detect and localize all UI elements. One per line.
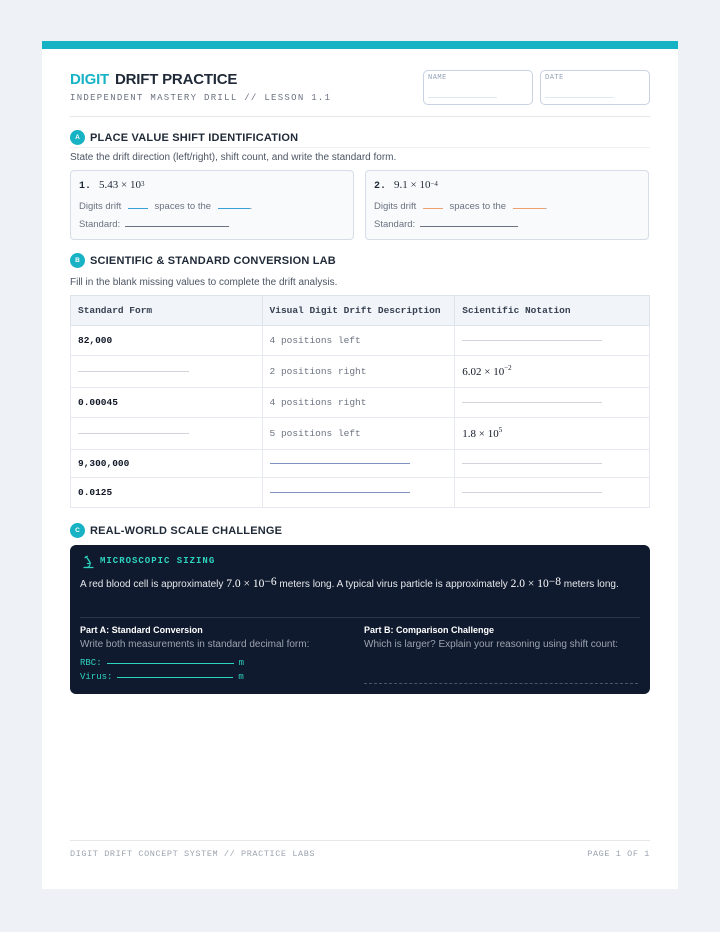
sci-blank-cell[interactable] [455,478,650,508]
standard-cell: 0.00045 [71,388,263,418]
rbc-answer-line[interactable] [80,658,244,668]
standard-label: Standard: [374,219,416,230]
conversion-table [70,295,650,508]
problem-1-standard-line [79,218,229,230]
name-line [428,97,497,98]
sci-blank-cell[interactable] [455,450,650,478]
problem-1-number: 1. [79,181,92,192]
worksheet-page [42,41,678,889]
drift-end: . [249,201,253,212]
microscope-icon [81,555,95,569]
section-c-heading [70,523,282,538]
accent-bar [42,41,678,49]
header-divider [70,116,650,117]
problem-2-expression [374,179,438,192]
problem-1-expression [79,179,144,192]
title-accent: DIGIT [70,71,109,88]
answer-line[interactable] [462,402,602,403]
standard-cell: 82,000 [71,326,263,356]
section-a-heading [70,130,298,145]
name-label: NAME [428,74,447,82]
answer-line[interactable] [270,463,410,464]
page-title [70,71,237,88]
para-part-3: meters long. [563,579,619,590]
answer-line[interactable] [78,371,189,372]
drift-prefix: Digits drift [79,201,122,212]
drift-prefix: Digits drift [374,201,417,212]
part-a-title: Part A: Standard Conversion [80,625,203,635]
answer-line[interactable] [270,492,410,493]
rbc-unit: m [238,658,245,668]
standard-cell: 9,300,000 [71,450,263,478]
table-row [71,478,650,508]
section-a-title: PLACE VALUE SHIFT IDENTIFICATION [90,131,299,144]
challenge-paragraph [80,577,640,592]
drift-middle: spaces to the [449,201,507,212]
section-b-heading [70,253,336,268]
problem-2-standard-line [374,218,518,230]
answer-line[interactable] [462,492,602,493]
standard-form-blank[interactable] [125,218,229,227]
date-field[interactable] [540,70,650,105]
answer-line[interactable] [462,340,602,341]
standard-form-blank[interactable] [420,218,518,227]
answer-line[interactable] [78,433,189,434]
virus-unit: m [238,672,244,682]
col-standard-form: Standard Form [71,296,263,326]
footer-left: DIGIT DRIFT CONCEPT SYSTEM // PRACTICE LABS [70,849,316,859]
standard-cell: 0.0125 [71,478,263,508]
shift-count-blank[interactable] [423,200,443,209]
section-b-title: SCIENTIFIC & STANDARD CONVERSION LAB [90,254,336,267]
para-part-2: meters long. A typical virus particle is approximately [279,579,508,590]
panel-divider [80,617,640,618]
col-scientific-notation: Scientific Notation [455,296,650,326]
part-b-answer-line[interactable] [364,683,638,684]
sci-coefficient: 6.02 × 10 [462,365,505,378]
problem-card-1 [70,170,354,240]
standard-blank-cell[interactable] [71,418,263,450]
problem-1-drift-line [79,200,252,212]
direction-blank[interactable] [513,200,545,209]
sci-blank-cell[interactable] [455,388,650,418]
virus-exponent: −8 [548,576,561,588]
virus-coefficient: 2.0 × 10 [510,578,549,590]
problem-2-coefficient: 9.1 × 10 [394,179,431,191]
standard-blank-cell[interactable] [71,356,263,388]
drift-blank-cell[interactable] [262,450,455,478]
table-row [71,450,650,478]
scale-challenge-panel [70,545,650,694]
section-c-title: REAL-WORLD SCALE CHALLENGE [90,524,283,537]
virus-answer-line[interactable] [80,672,244,682]
virus-answer-blank[interactable] [117,677,233,678]
rbc-answer-blank[interactable] [107,663,234,664]
part-b-description: Which is larger? Explain your reasoning using shift count: [364,639,619,650]
problem-card-2 [365,170,649,240]
footer-divider [70,840,650,841]
sci-coefficient: 1.8 × 10 [462,427,499,440]
table-row [71,326,650,356]
table-header-row [71,296,650,326]
sci-exponent: 5 [498,425,503,434]
section-b-badge: B [70,253,85,268]
sci-blank-cell[interactable] [455,326,650,356]
para-part-1: A red blood cell is approximately [80,579,224,590]
panel-caption: MICROSCOPIC SIZING [100,556,216,566]
table-row [71,356,650,388]
drift-cell: 5 positions left [262,418,455,450]
virus-label: Virus: [80,672,113,682]
name-field[interactable] [423,70,533,105]
date-line [545,97,614,98]
table-row [71,388,650,418]
sci-cell [455,418,650,450]
footer-page-number: PAGE 1 OF 1 [587,849,650,859]
section-b-instruction: Fill in the blank missing values to complete the drift analysis. [70,277,338,288]
section-a-badge: A [70,130,85,145]
drift-cell: 2 positions right [262,356,455,388]
sci-exponent: −2 [504,363,512,372]
rbc-exponent: −6 [264,576,277,588]
problem-1-exponent: 3 [140,180,145,188]
section-a-rule [70,147,650,148]
rbc-coefficient: 7.0 × 10 [226,578,265,590]
problem-2-number: 2. [374,181,387,192]
drift-middle: spaces to the [154,201,212,212]
problem-2-drift-line [374,200,547,212]
shift-count-blank[interactable] [128,200,148,209]
part-b-title: Part B: Comparison Challenge [364,625,495,635]
part-a-description: Write both measurements in standard decimal form: [80,639,310,650]
problem-2-exponent: −4 [430,180,438,188]
title-rest: DRIFT PRACTICE [115,71,238,88]
problem-1-coefficient: 5.43 × 10 [99,179,141,191]
drift-end: . [544,201,548,212]
section-c-badge: C [70,523,85,538]
sci-cell [455,356,650,388]
direction-blank[interactable] [218,200,250,209]
page-subtitle: INDEPENDENT MASTERY DRILL // LESSON 1.1 [70,93,332,103]
drift-blank-cell[interactable] [262,478,455,508]
answer-line[interactable] [462,463,602,464]
date-label: DATE [545,74,564,82]
col-drift-description: Visual Digit Drift Description [262,296,455,326]
standard-label: Standard: [79,219,121,230]
rbc-label: RBC: [80,658,102,668]
drift-cell: 4 positions left [262,326,455,356]
table-row [71,418,650,450]
drift-cell: 4 positions right [262,388,455,418]
section-a-instruction: State the drift direction (left/right), shift count, and write the standard form. [70,152,397,163]
